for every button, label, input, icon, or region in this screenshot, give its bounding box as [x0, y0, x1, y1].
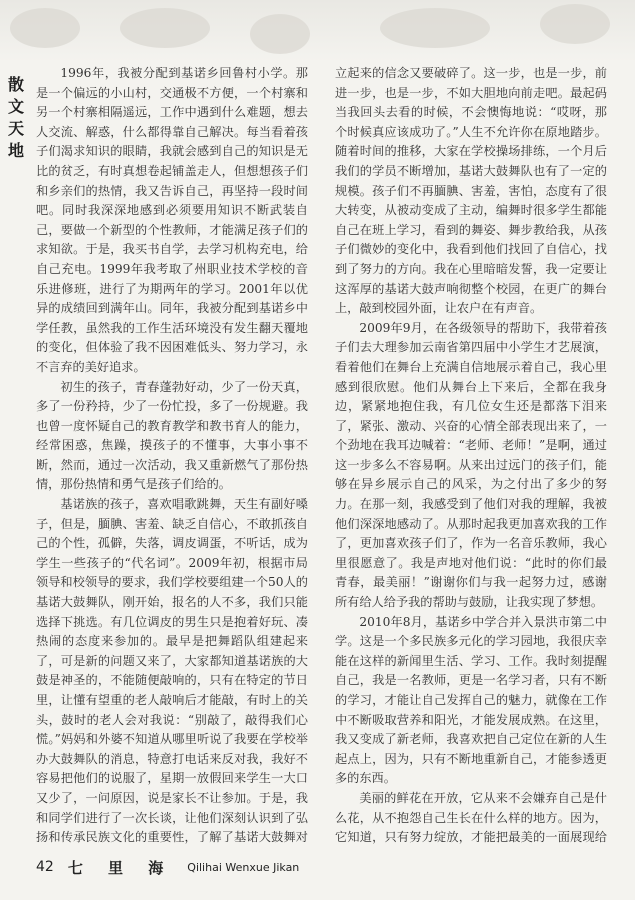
paragraph: 2009年9月，在各级领导的帮助下，我带着孩子们去大理参加云南省第四届中小学生才艺展演，看着他们在舞台上充满自信地展示着自己，我心里感到很欣慰。他们从舞台上下来后，全都在我身边，紧紧地抱住我，有几位女生还是都落下泪来了，紧张、激动、兴奋的心情全部表现出来了，一个劲地在我耳边喊着：“老师、老师！”是啊，通过这一步多么不容易啊。从来出过远门的孩子们，能够在异乡展示自己的风采，为之付出了多少的努力。在那一刻，我感受到了他们对我的理解，我被他们深深地感动了。从那时起我更加喜欢我的工作了，更加喜欢孩子们了，作为一名音乐教师，我心里很愿意了。我是声地对他们说：“此时的你们最青春，最美丽！”谢谢你们与我一起努力过，感谢所有给人给予我的帮助与鼓励，让我实现了梦想。: [335, 320, 607, 610]
section-label-char: 文: [7, 97, 24, 116]
ink-wash-shape: [250, 14, 310, 54]
ink-wash-shape: [10, 8, 80, 48]
ink-wash-shape: [380, 8, 490, 48]
section-label-char: 地: [7, 141, 24, 160]
paragraph: 美丽的鲜花在开放，它从来不会嫌弃自己是什么花，从不抱怨自己生长在什么样的地方。因为，它知道，只有努力绽放，才能把最美的一面展现给: [335, 790, 607, 844]
header-ink-decoration: [0, 0, 635, 62]
magazine-name-cn: 七 里 海: [67, 858, 174, 877]
paragraph: 基诺族的孩子，喜欢唱歌跳舞，天生有副好嗓子，但是，腼腆、害羞、缺乏自信心，不敢抓孩自己的个性，孤僻，失落，调皮调蛋，不听话，成为学生一些孩子的“代名词”。2009年初，根据市局领导和校领导的要求，我们学校要组建一个50人的基诺大鼓舞队，刚开始，报名的人不多，我们只能选择下挑选。有几位调皮的男生只是抱着好玩、凑热闹的态度来参加的。最早是把舞蹈队组建起来了，可是新的问题又来了，大家都知道基诺族的大鼓是神圣的，不能随便敲响的，只有在特定的节日里，让懂有望重的老人敲响后才能敲，有时上的关头，鼓时的老人会对我说：“别敲了，敲得我们心慌。”妈妈和外婆不知道从哪里听说了我要在学校举办大鼓舞队的消息，特意打电话来反对我，我好不容易把他们的说服了，星期一放假回来学生一大口又少了，一问原因，说是家长不让参加。于是，我和同学们进行了一次长谈，让他们深刻认识到了弘扬和传承民族文化的重要性，了解了基诺大鼓舞对: [36, 497, 308, 844]
right-text-column: [335, 64, 607, 844]
page-footer: [36, 856, 299, 878]
paragraph: 1996年，我被分配到基诺乡回鲁村小学。那是一个偏远的小山村，交通极不方便，一个村寨和另一个村寨相隔遥远，工作中遇到什么难题，想去人交流、解惑，什么都得靠自己解决。每当看着孩子们渴求知识的眼睛，我就会感到自己的知识是无比的贫乏，有时真想卷起铺盖走人，但想想孩子们和乡亲们的热情，我又告诉自己，再坚持一段时间吧。同时我深深地感到必须要用知识不断武装自己，要做一个新型的个性教师，才能满足孩子们的求知欲。于是，我买书自学，去学习机构充电，给自己充电。1999年我考取了州职业技术学校的音乐进修班，进行了为期两年的学习。2001年以优异的成绩回到满年山。同年，我被分配到基诺乡中学任教，虽然我的工作生活环境没有发生翻天覆地的变化，但体验了我不因困难低头、努力学习，永不言弃的美好追求。: [36, 66, 308, 374]
paragraph: 立起来的信念又要破碎了。这一步，也是一步，前进一步，也是一步，不如大胆地向前走吧。最起码当我回头去看的时候，不会懊悔地说：“哎呀，那个时候真应该成功了。”人生不允许你在原地踏步。随着时间的推移，大家在学校操场排练，一个月后我们的学员不断增加，基诺大鼓舞队也有了一定的规模。孩子们不再腼腆、害羞，害怕，态度有了很大转变，从被动变成了主动，编舞时很多学生都能自己在班上学习，看到的舞姿、舞步教给我，从孩子们微妙的变化中，我看到他们找回了自信心，找到了努力的方向。我在心里暗暗发誓，我一定要让这浑厚的基诺大鼓声响彻整个校园，在更广的舞台上，敲到校园外面，让农户在有声音。: [335, 66, 607, 316]
page-number: 42: [36, 859, 54, 875]
ink-wash-shape: [120, 8, 210, 48]
paragraph: 2010年8月，基诺乡中学合并入景洪市第二中学。这是一个多民族多元化的学习园地，我很庆幸能在这样的新闻里生活、学习、工作。我时刻提醒自己，我是一名教师，更是一名学习者，只有不断的学习，才能让自己发挥自己的魅力，就像在工作中不断吸取营养和阳光，才能发展成熟。在这里，我又变成了新老师，我喜欢把自己定位在新的人生起点上，因为，只有不断地重新自己，才能参透更多的东西。: [335, 614, 607, 786]
section-label-char: 散: [7, 75, 24, 94]
paragraph: 初生的孩子，青春蓬勃好动，少了一份天真，多了一份矜持，少了一份忙投，多了一份规避。我也曾一度怀疑自己的教育教学和教书育人的能力，经常困惑，焦躁，摸孩子的不懂事，大事小事不断，然而，通过一次活动，我又重新燃气了那份热情，那份热情和勇气是孩子们给的。: [36, 379, 308, 492]
magazine-name-en: Qilihai Wenxue Jikan: [187, 860, 300, 874]
left-text-column: [36, 64, 308, 844]
ink-wash-shape: [540, 4, 610, 44]
section-label-char: 天: [7, 119, 24, 138]
section-label: [6, 74, 26, 162]
